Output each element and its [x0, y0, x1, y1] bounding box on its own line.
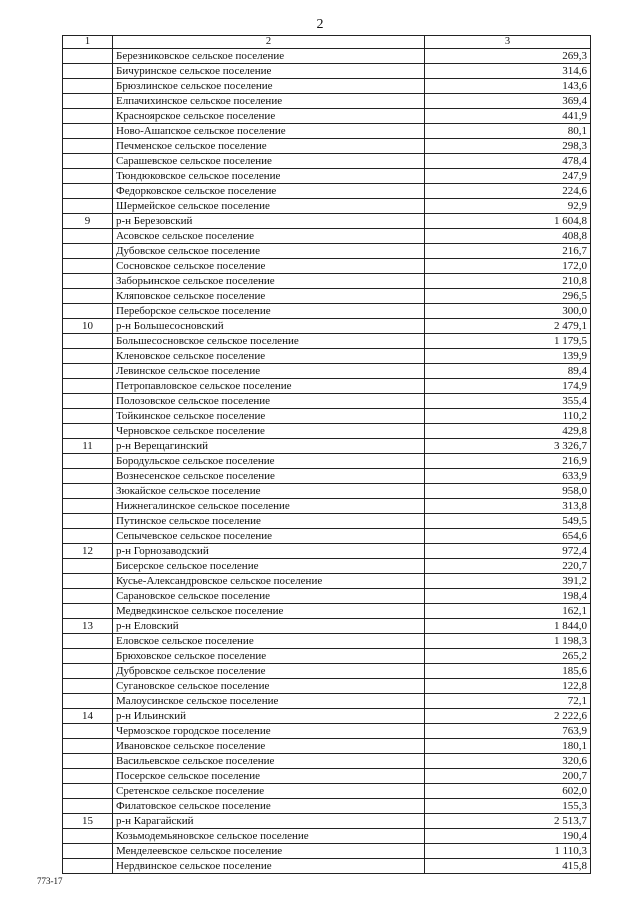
- row-number-cell: [63, 724, 113, 739]
- row-number-cell: [63, 289, 113, 304]
- district-row: [63, 319, 591, 334]
- settlement-row: [63, 499, 591, 514]
- row-number-cell: [63, 769, 113, 784]
- district-row: [63, 709, 591, 724]
- settlement-row: [63, 364, 591, 379]
- name-cell: Дубовское сельское поселение: [113, 244, 425, 259]
- name-cell: Брюзлинское сельское поселение: [113, 79, 425, 94]
- row-number-cell: [63, 754, 113, 769]
- settlement-row: [63, 694, 591, 709]
- settlement-row: [63, 739, 591, 754]
- row-number-cell: [63, 424, 113, 439]
- page-number: 2: [316, 17, 324, 32]
- value-cell: 265,2: [425, 649, 591, 664]
- name-cell: Полозовское сельское поселение: [113, 394, 425, 409]
- value-cell: 972,4: [425, 544, 591, 559]
- row-number-cell: [63, 484, 113, 499]
- value-cell: 391,2: [425, 574, 591, 589]
- value-cell: 2 479,1: [425, 319, 591, 334]
- row-number-cell: [63, 244, 113, 259]
- settlement-row: [63, 724, 591, 739]
- value-cell: 92,9: [425, 199, 591, 214]
- row-number-cell: [63, 514, 113, 529]
- value-cell: 763,9: [425, 724, 591, 739]
- value-cell: 958,0: [425, 484, 591, 499]
- row-number-cell: [63, 454, 113, 469]
- settlement-row: [63, 559, 591, 574]
- name-cell: Тойкинское сельское поселение: [113, 409, 425, 424]
- settlement-row: [63, 604, 591, 619]
- settlement-row: [63, 49, 591, 64]
- settlement-row: [63, 649, 591, 664]
- name-cell: Вознесенское сельское поселение: [113, 469, 425, 484]
- name-cell: р-н Березовский: [113, 214, 425, 229]
- settlement-row: [63, 349, 591, 364]
- value-cell: 415,8: [425, 859, 591, 874]
- settlement-row: [63, 424, 591, 439]
- name-cell: Малоусинское сельское поселение: [113, 694, 425, 709]
- value-cell: 247,9: [425, 169, 591, 184]
- name-cell: Сосновское сельское поселение: [113, 259, 425, 274]
- row-number-cell: 12: [63, 544, 113, 559]
- name-cell: Кляповское сельское поселение: [113, 289, 425, 304]
- row-number-cell: [63, 139, 113, 154]
- settlement-row: [63, 124, 591, 139]
- row-number-cell: [63, 334, 113, 349]
- district-row: [63, 439, 591, 454]
- row-number-cell: [63, 664, 113, 679]
- settlement-row: [63, 169, 591, 184]
- value-cell: 80,1: [425, 124, 591, 139]
- settlement-row: [63, 229, 591, 244]
- value-cell: 72,1: [425, 694, 591, 709]
- name-cell: Сепычевское сельское поселение: [113, 529, 425, 544]
- settlement-row: [63, 304, 591, 319]
- value-cell: 174,9: [425, 379, 591, 394]
- name-cell: Дубровское сельское поселение: [113, 664, 425, 679]
- settlement-row: [63, 379, 591, 394]
- row-number-cell: [63, 499, 113, 514]
- row-number-cell: [63, 274, 113, 289]
- row-number-cell: [63, 409, 113, 424]
- row-number-cell: [63, 559, 113, 574]
- name-cell: Березниковское сельское поселение: [113, 49, 425, 64]
- value-cell: 408,8: [425, 229, 591, 244]
- name-cell: Петропавловское сельское поселение: [113, 379, 425, 394]
- settlement-row: [63, 394, 591, 409]
- value-cell: 313,8: [425, 499, 591, 514]
- name-cell: Сретенское сельское поселение: [113, 784, 425, 799]
- value-cell: 1 844,0: [425, 619, 591, 634]
- value-cell: 162,1: [425, 604, 591, 619]
- value-cell: 190,4: [425, 829, 591, 844]
- name-cell: Федорковское сельское поселение: [113, 184, 425, 199]
- value-cell: 654,6: [425, 529, 591, 544]
- value-cell: 1 198,3: [425, 634, 591, 649]
- settlement-row: [63, 679, 591, 694]
- settlement-row: [63, 754, 591, 769]
- row-number-cell: [63, 379, 113, 394]
- value-cell: 220,7: [425, 559, 591, 574]
- settlement-row: [63, 244, 591, 259]
- value-cell: 441,9: [425, 109, 591, 124]
- settlement-row: [63, 844, 591, 859]
- row-number-cell: [63, 394, 113, 409]
- row-number-cell: [63, 694, 113, 709]
- value-cell: 210,8: [425, 274, 591, 289]
- document-code: 773-17: [37, 876, 63, 886]
- settlement-row: [63, 79, 591, 94]
- name-cell: Елпачихинское сельское поселение: [113, 94, 425, 109]
- name-cell: Сарашевское сельское поселение: [113, 154, 425, 169]
- district-row: [63, 619, 591, 634]
- settlement-row: [63, 829, 591, 844]
- value-cell: 1 604,8: [425, 214, 591, 229]
- allocation-table: [62, 35, 591, 874]
- settlement-row: [63, 769, 591, 784]
- row-number-cell: [63, 199, 113, 214]
- row-number-cell: [63, 229, 113, 244]
- row-number-cell: [63, 49, 113, 64]
- settlement-row: [63, 409, 591, 424]
- row-number-cell: [63, 679, 113, 694]
- value-cell: 110,2: [425, 409, 591, 424]
- name-cell: Тюндюковское сельское поселение: [113, 169, 425, 184]
- district-row: [63, 814, 591, 829]
- row-number-cell: 9: [63, 214, 113, 229]
- settlement-row: [63, 859, 591, 874]
- name-cell: Менделеевское сельское поселение: [113, 844, 425, 859]
- value-cell: 298,3: [425, 139, 591, 154]
- settlement-row: [63, 784, 591, 799]
- settlement-row: [63, 274, 591, 289]
- value-cell: 3 326,7: [425, 439, 591, 454]
- settlement-row: [63, 289, 591, 304]
- value-cell: 429,8: [425, 424, 591, 439]
- value-cell: 633,9: [425, 469, 591, 484]
- name-cell: Асовское сельское поселение: [113, 229, 425, 244]
- column-header-3: 3: [425, 36, 591, 49]
- settlement-row: [63, 469, 591, 484]
- value-cell: 143,6: [425, 79, 591, 94]
- name-cell: Филатовское сельское поселение: [113, 799, 425, 814]
- value-cell: 549,5: [425, 514, 591, 529]
- value-cell: 198,4: [425, 589, 591, 604]
- name-cell: Печменское сельское поселение: [113, 139, 425, 154]
- settlement-row: [63, 484, 591, 499]
- row-number-cell: [63, 604, 113, 619]
- name-cell: Черновское сельское поселение: [113, 424, 425, 439]
- name-cell: Бисерское сельское поселение: [113, 559, 425, 574]
- district-row: [63, 214, 591, 229]
- value-cell: 320,6: [425, 754, 591, 769]
- name-cell: Нижнегалинское сельское поселение: [113, 499, 425, 514]
- name-cell: Брюховское сельское поселение: [113, 649, 425, 664]
- name-cell: Ивановское сельское поселение: [113, 739, 425, 754]
- value-cell: 2 222,6: [425, 709, 591, 724]
- name-cell: Заборьинское сельское поселение: [113, 274, 425, 289]
- value-cell: 224,6: [425, 184, 591, 199]
- row-number-cell: 15: [63, 814, 113, 829]
- row-number-cell: [63, 169, 113, 184]
- row-number-cell: [63, 859, 113, 874]
- name-cell: р-н Карагайский: [113, 814, 425, 829]
- name-cell: Еловское сельское поселение: [113, 634, 425, 649]
- value-cell: 122,8: [425, 679, 591, 694]
- row-number-cell: [63, 79, 113, 94]
- column-header-1: 1: [63, 36, 113, 49]
- settlement-row: [63, 514, 591, 529]
- name-cell: Бородульское сельское поселение: [113, 454, 425, 469]
- row-number-cell: [63, 184, 113, 199]
- settlement-row: [63, 664, 591, 679]
- row-number-cell: [63, 529, 113, 544]
- row-number-cell: [63, 94, 113, 109]
- value-cell: 155,3: [425, 799, 591, 814]
- value-cell: 185,6: [425, 664, 591, 679]
- value-cell: 369,4: [425, 94, 591, 109]
- value-cell: 269,3: [425, 49, 591, 64]
- value-cell: 300,0: [425, 304, 591, 319]
- value-cell: 355,4: [425, 394, 591, 409]
- row-number-cell: [63, 844, 113, 859]
- row-number-cell: 13: [63, 619, 113, 634]
- name-cell: Сарановское сельское поселение: [113, 589, 425, 604]
- settlement-row: [63, 259, 591, 274]
- name-cell: Козьмодемьяновское сельское поселение: [113, 829, 425, 844]
- name-cell: Чермозское городское поселение: [113, 724, 425, 739]
- row-number-cell: [63, 739, 113, 754]
- settlement-row: [63, 139, 591, 154]
- value-cell: 1 179,5: [425, 334, 591, 349]
- name-cell: Левинское сельское поселение: [113, 364, 425, 379]
- row-number-cell: [63, 784, 113, 799]
- row-number-cell: [63, 349, 113, 364]
- settlement-row: [63, 154, 591, 169]
- district-row: [63, 544, 591, 559]
- row-number-cell: [63, 124, 113, 139]
- value-cell: 89,4: [425, 364, 591, 379]
- name-cell: Сугановское сельское поселение: [113, 679, 425, 694]
- settlement-row: [63, 574, 591, 589]
- row-number-cell: 10: [63, 319, 113, 334]
- name-cell: р-н Еловский: [113, 619, 425, 634]
- value-cell: 602,0: [425, 784, 591, 799]
- settlement-row: [63, 94, 591, 109]
- column-header-2: 2: [113, 36, 425, 49]
- name-cell: Большесосновское сельское поселение: [113, 334, 425, 349]
- settlement-row: [63, 529, 591, 544]
- settlement-row: [63, 634, 591, 649]
- value-cell: 314,6: [425, 64, 591, 79]
- name-cell: р-н Верещагинский: [113, 439, 425, 454]
- name-cell: Переборское сельское поселение: [113, 304, 425, 319]
- name-cell: Васильевское сельское поселение: [113, 754, 425, 769]
- row-number-cell: [63, 829, 113, 844]
- row-number-cell: [63, 64, 113, 79]
- name-cell: Нердвинское сельское поселение: [113, 859, 425, 874]
- value-cell: 296,5: [425, 289, 591, 304]
- row-number-cell: [63, 589, 113, 604]
- name-cell: Посерское сельское поселение: [113, 769, 425, 784]
- row-number-cell: [63, 469, 113, 484]
- value-cell: 139,9: [425, 349, 591, 364]
- name-cell: Шермейское сельское поселение: [113, 199, 425, 214]
- name-cell: Медведкинское сельское поселение: [113, 604, 425, 619]
- name-cell: Ново-Ашапское сельское поселение: [113, 124, 425, 139]
- name-cell: Красноярское сельское поселение: [113, 109, 425, 124]
- row-number-cell: [63, 649, 113, 664]
- row-number-cell: [63, 154, 113, 169]
- name-cell: Путинское сельское поселение: [113, 514, 425, 529]
- table-header-row: [63, 36, 591, 49]
- value-cell: 1 110,3: [425, 844, 591, 859]
- value-cell: 200,7: [425, 769, 591, 784]
- value-cell: 216,7: [425, 244, 591, 259]
- value-cell: 180,1: [425, 739, 591, 754]
- settlement-row: [63, 109, 591, 124]
- row-number-cell: [63, 304, 113, 319]
- settlement-row: [63, 184, 591, 199]
- row-number-cell: 11: [63, 439, 113, 454]
- settlement-row: [63, 454, 591, 469]
- name-cell: р-н Горнозаводский: [113, 544, 425, 559]
- value-cell: 172,0: [425, 259, 591, 274]
- value-cell: 216,9: [425, 454, 591, 469]
- name-cell: Кленовское сельское поселение: [113, 349, 425, 364]
- value-cell: 2 513,7: [425, 814, 591, 829]
- row-number-cell: [63, 364, 113, 379]
- settlement-row: [63, 64, 591, 79]
- row-number-cell: [63, 109, 113, 124]
- settlement-row: [63, 799, 591, 814]
- row-number-cell: [63, 259, 113, 274]
- row-number-cell: [63, 799, 113, 814]
- settlement-row: [63, 199, 591, 214]
- name-cell: Зюкайское сельское поселение: [113, 484, 425, 499]
- row-number-cell: [63, 574, 113, 589]
- name-cell: Бичуринское сельское поселение: [113, 64, 425, 79]
- settlement-row: [63, 589, 591, 604]
- value-cell: 478,4: [425, 154, 591, 169]
- settlement-row: [63, 334, 591, 349]
- row-number-cell: 14: [63, 709, 113, 724]
- name-cell: Кусье-Александровское сельское поселение: [113, 574, 425, 589]
- row-number-cell: [63, 634, 113, 649]
- name-cell: р-н Большесосновский: [113, 319, 425, 334]
- name-cell: р-н Ильинский: [113, 709, 425, 724]
